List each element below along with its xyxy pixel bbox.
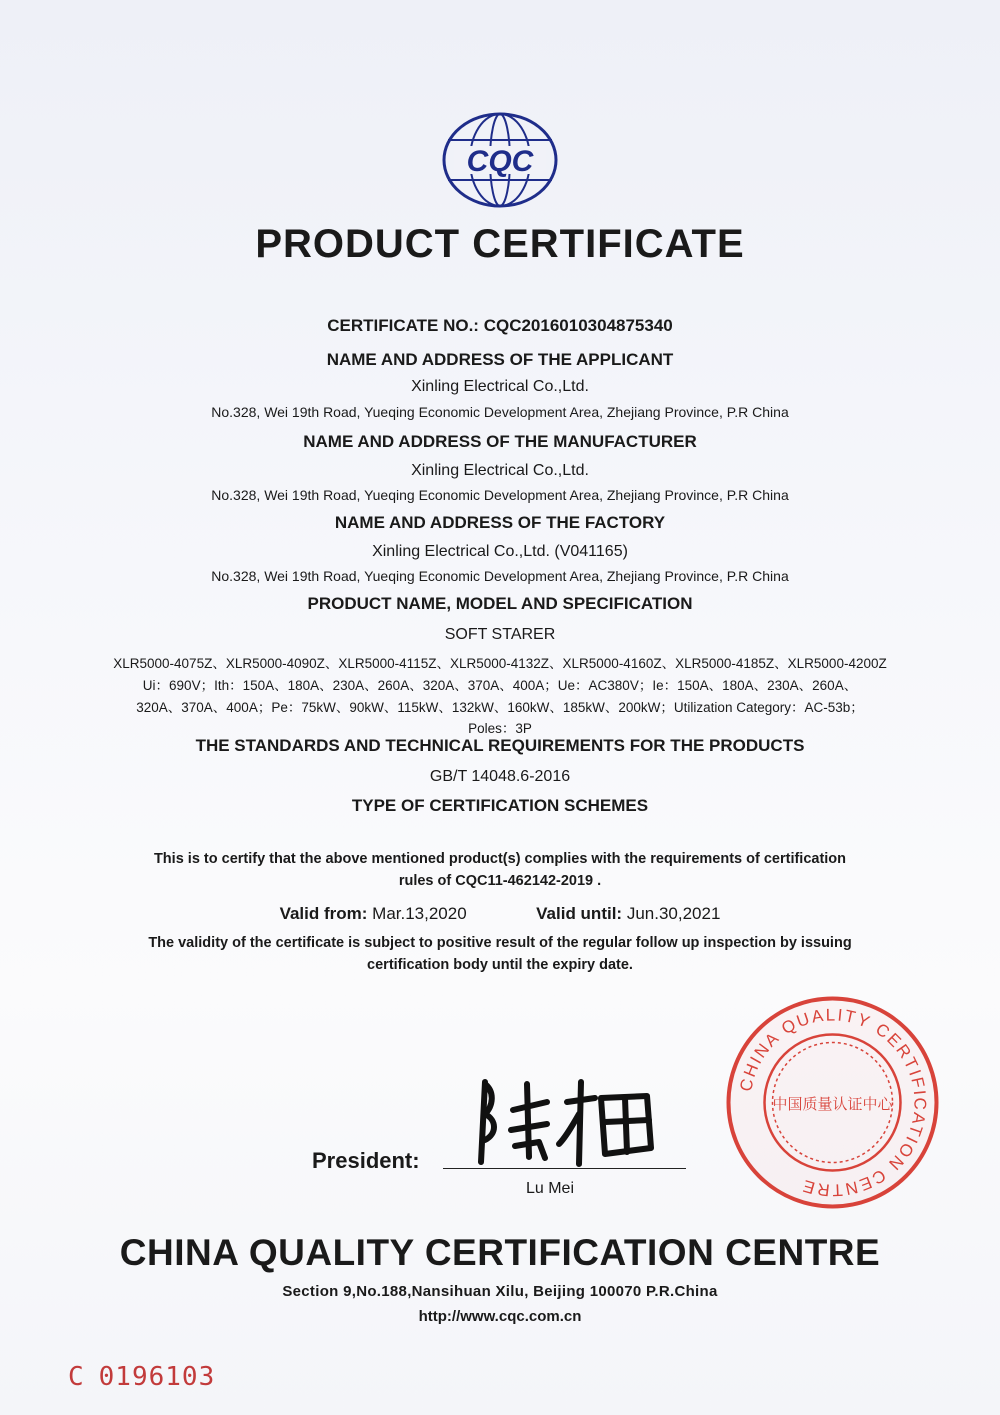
certify-statement-line2: rules of CQC11-462142-2019 . [398, 873, 602, 889]
certificate-number [0, 316, 1000, 336]
validity-note-line2: certification body until the expiry date. [367, 957, 633, 973]
valid-from-value: Mar.13,2020 [372, 904, 467, 923]
valid-from-label: Valid from: [279, 904, 368, 923]
seal-outer-text: CHINA QUALITY CERTIFICATION CENTRE [736, 1005, 930, 1200]
product-spec-line2: Ui：690V；Ith：150A、180A、230A、260A、320A、370A、400A；Ue：AC380V；Ie：150A、180A、230A、260A、 [142, 678, 858, 693]
manufacturer-heading: NAME AND ADDRESS OF THE MANUFACTURER [303, 432, 697, 451]
factory-name: Xinling Electrical Co.,Ltd. (V041165) [372, 543, 628, 560]
manufacturer-name: Xinling Electrical Co.,Ltd. [411, 462, 589, 479]
footer-address: Section 9,No.188,Nansihuan Xilu, Beijing 100070 P.R.China [282, 1283, 718, 1300]
manufacturer-address: No.328, Wei 19th Road, Yueqing Economic Development Area, Zhejiang Province, P.R China [211, 487, 789, 503]
footer-url[interactable]: http://www.cqc.com.cn [418, 1308, 582, 1325]
factory-heading: NAME AND ADDRESS OF THE FACTORY [334, 513, 666, 532]
product-spec-line4: Poles：3P [468, 721, 532, 736]
schemes-heading: TYPE OF CERTIFICATION SCHEMES [351, 796, 649, 815]
applicant-address: No.328, Wei 19th Road, Yueqing Economic Development Area, Zhejiang Province, P.R China [211, 404, 789, 420]
validity-dates [0, 904, 1000, 924]
standards-value: GB/T 14048.6-2016 [429, 768, 571, 785]
factory-address: No.328, Wei 19th Road, Yueqing Economic Development Area, Zhejiang Province, P.R China [211, 568, 789, 584]
president-label: President: [312, 1148, 420, 1173]
signature-line [443, 1168, 686, 1169]
product-name: SOFT STARER [444, 626, 556, 643]
valid-until-label: Valid until: [536, 904, 623, 923]
certify-statement-line1: This is to certify that the above mentioned product(s) complies with the requirements of certification [153, 851, 847, 867]
product-spec-line1: XLR5000-4075Z、XLR5000-4090Z、XLR5000-4115Z、XLR5000-4132Z、XLR5000-4160Z、XLR5000-4185Z、XLR5000-4200Z [113, 656, 887, 671]
applicant-heading: NAME AND ADDRESS OF THE APPLICANT [326, 350, 674, 369]
president-name: Lu Mei [525, 1180, 575, 1197]
product-spec-line3: 320A、370A、400A；Pe：75kW、90kW、115kW、132kW、160kW、185kW、200kW；Utilization Category：AC-53b； [136, 700, 864, 715]
certificate-number-label: CERTIFICATE NO.: [327, 316, 479, 335]
cqc-logo [440, 110, 560, 210]
standards-heading: THE STANDARDS AND TECHNICAL REQUIREMENTS FOR THE PRODUCTS [195, 736, 805, 755]
page-title: PRODUCT CERTIFICATE [255, 222, 745, 266]
serial-number [68, 1362, 215, 1392]
serial-prefix: C [68, 1362, 85, 1392]
valid-until-value: Jun.30,2021 [626, 904, 721, 923]
president-signature [455, 1062, 665, 1172]
footer-organization: CHINA QUALITY CERTIFICATION CENTRE [119, 1232, 881, 1273]
certificate-number-value: CQC2016010304875340 [483, 316, 673, 335]
validity-note-line1: The validity of the certificate is subject to positive result of the regular follow up inspection by issuing [148, 935, 852, 951]
applicant-name: Xinling Electrical Co.,Ltd. [411, 378, 589, 395]
logo-text: CQC [466, 145, 534, 178]
serial-value: 0196103 [98, 1362, 216, 1392]
official-seal [725, 995, 940, 1210]
seal-inner-text: 中国质量认证中心 [772, 1095, 893, 1113]
product-heading: PRODUCT NAME, MODEL AND SPECIFICATION [307, 594, 693, 613]
